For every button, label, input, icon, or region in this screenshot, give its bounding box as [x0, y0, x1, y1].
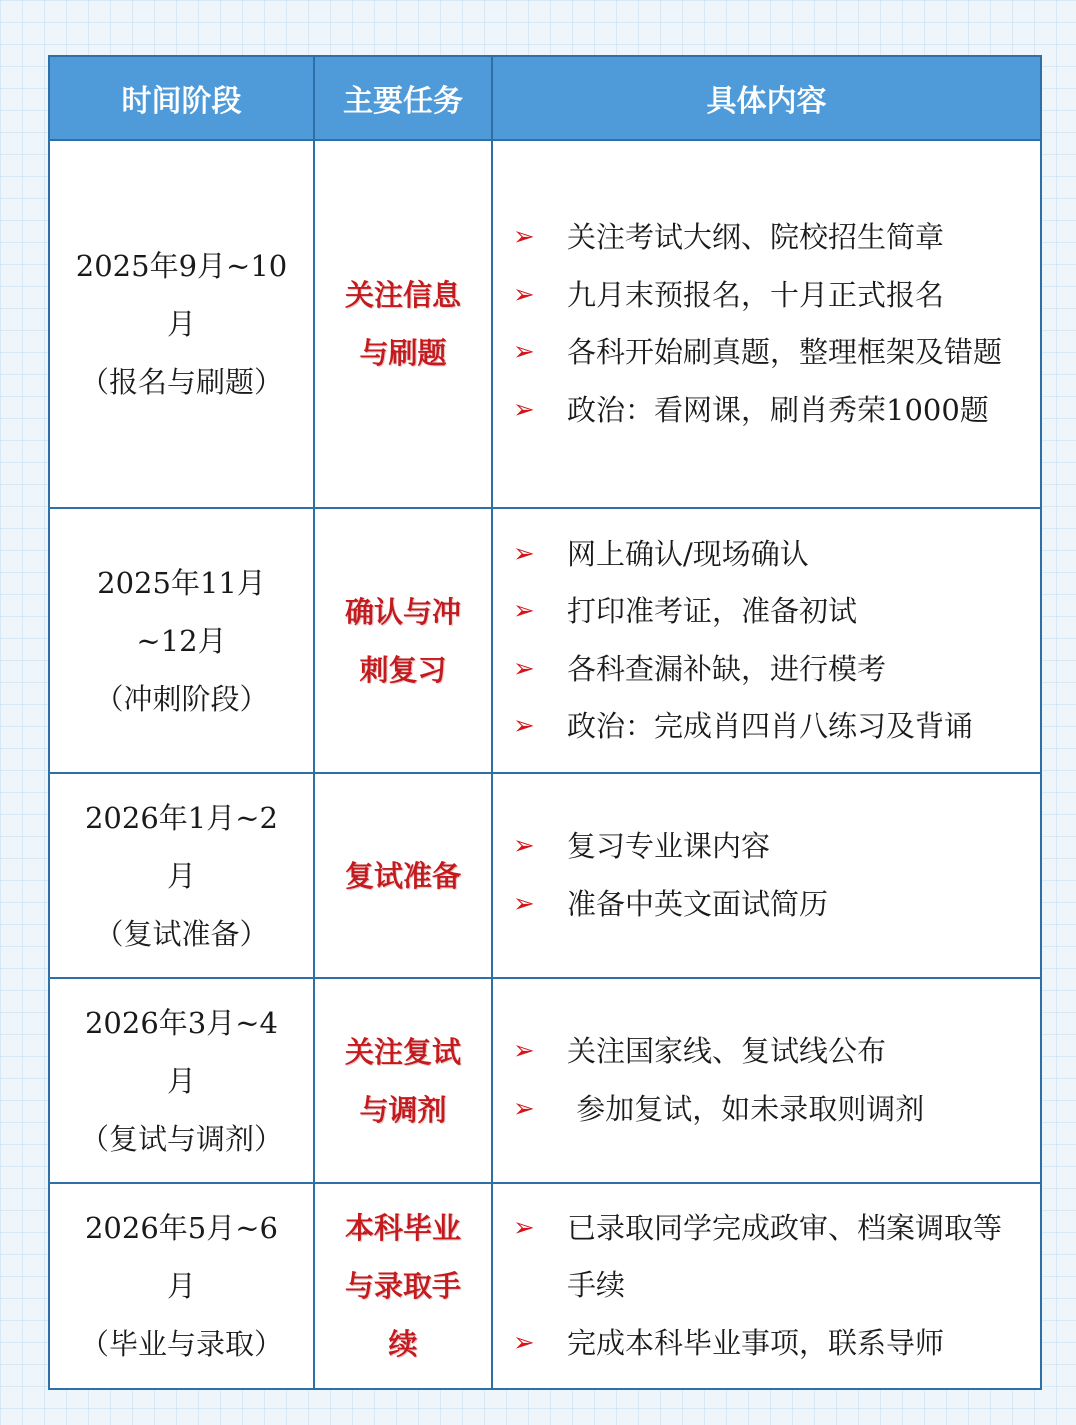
- period-cell: [49, 773, 314, 978]
- period-phase: （冲刺阶段）: [94, 681, 269, 716]
- details-cell: [492, 978, 1041, 1183]
- list-item: [513, 1023, 1016, 1081]
- list-item: [513, 526, 1016, 584]
- list-item: [513, 1315, 1016, 1373]
- list-item: [513, 818, 1016, 876]
- task-cell: [314, 773, 492, 978]
- period-phase: （复试与调剂）: [79, 1121, 283, 1156]
- list-item: [513, 641, 1016, 699]
- arrowhead-icon: ➢: [513, 337, 535, 367]
- period-line: ~12月: [136, 623, 227, 658]
- arrowhead-icon: ➢: [513, 653, 535, 684]
- item-text: 政治：完成肖四肖八练习及背诵: [567, 709, 974, 743]
- list-item: [513, 876, 1016, 934]
- arrowhead-icon: ➢: [513, 1093, 535, 1124]
- arrowhead-icon: ➢: [513, 711, 535, 741]
- item-text: 网上确认/现场确认: [567, 536, 809, 571]
- task-cell: [314, 508, 492, 773]
- details-cell: [492, 140, 1041, 508]
- arrowhead-icon: ➢: [513, 394, 535, 425]
- item-text: 参加复试，如未录取则调剂: [567, 1091, 925, 1126]
- table-row: [49, 140, 1041, 508]
- task-line: 刺复习: [359, 652, 447, 687]
- task-line: 复试准备: [344, 858, 461, 893]
- period-phase: （报名与刷题）: [79, 365, 283, 399]
- task-cell: [314, 140, 492, 508]
- table-header-row: [49, 56, 1041, 140]
- task-line: 续: [388, 1327, 418, 1361]
- item-text: 各科查漏补缺，进行模考: [567, 651, 887, 686]
- item-text: 政治：看网课，刷肖秀荣1000题: [567, 392, 989, 427]
- arrowhead-icon: ➢: [513, 596, 535, 626]
- period-phase: （毕业与录取）: [79, 1327, 283, 1361]
- header-details: 具体内容: [492, 56, 1041, 140]
- arrowhead-icon: ➢: [513, 1036, 535, 1066]
- item-text: 已录取同学完成政审、档案调取等手续: [567, 1210, 1003, 1303]
- period-cell: [49, 978, 314, 1183]
- period-line: 月: [166, 858, 196, 893]
- list-item: [513, 267, 1016, 325]
- arrowhead-icon: ➢: [513, 279, 535, 310]
- details-cell: [492, 773, 1041, 978]
- period-line: 2026年5月~6: [84, 1211, 278, 1245]
- period-line: 月: [166, 1063, 196, 1098]
- period-cell: [49, 140, 314, 508]
- task-line: 与刷题: [359, 336, 447, 370]
- list-item: [513, 698, 1016, 756]
- arrowhead-icon: ➢: [513, 888, 535, 919]
- task-cell: [314, 1183, 492, 1389]
- item-text: 复习专业课内容: [567, 829, 771, 863]
- task-line: 关注信息: [344, 278, 461, 312]
- period-line: 2026年1月~2: [84, 800, 278, 835]
- item-text: 各科开始刷真题，整理框架及错题: [567, 335, 1003, 369]
- details-cell: [492, 508, 1041, 773]
- list-item: [513, 324, 1016, 382]
- item-text: 准备中英文面试简历: [567, 886, 829, 921]
- list-item: [513, 1081, 1016, 1139]
- period-line: 2026年3月~4: [84, 1005, 278, 1040]
- arrowhead-icon: ➢: [513, 831, 535, 861]
- table-row: [49, 978, 1041, 1183]
- task-cell: [314, 978, 492, 1183]
- task-line: 本科毕业: [344, 1211, 461, 1245]
- arrowhead-icon: ➢: [513, 1327, 535, 1358]
- arrowhead-icon: ➢: [513, 538, 535, 569]
- task-line: 与录取手: [344, 1269, 461, 1303]
- list-item: [513, 382, 1016, 440]
- period-line: 2025年9月~10: [75, 249, 288, 283]
- table-row: [49, 508, 1041, 773]
- table-row: [49, 1183, 1041, 1389]
- task-line: 关注复试: [344, 1034, 461, 1069]
- list-item: [513, 583, 1016, 641]
- item-text: 九月末预报名，十月正式报名: [567, 277, 945, 312]
- item-text: 完成本科毕业事项，联系导师: [567, 1325, 945, 1360]
- item-text: 关注考试大纲、院校招生简章: [567, 220, 945, 254]
- period-line: 月: [166, 1269, 196, 1303]
- details-cell: [492, 1183, 1041, 1389]
- item-text: 打印准考证，准备初试: [567, 594, 858, 628]
- period-cell: [49, 1183, 314, 1389]
- arrowhead-icon: ➢: [513, 222, 535, 252]
- period-line: 月: [166, 307, 196, 341]
- period-line: 2025年11月: [97, 565, 266, 600]
- header-task: 主要任务: [314, 56, 492, 140]
- header-period: 时间阶段: [49, 56, 314, 140]
- task-line: 确认与冲: [344, 594, 461, 629]
- list-item: [513, 209, 1016, 267]
- period-phase: （复试准备）: [94, 916, 269, 951]
- schedule-table: [48, 55, 1042, 1390]
- item-text: 关注国家线、复试线公布: [567, 1034, 887, 1068]
- arrowhead-icon: ➢: [513, 1212, 535, 1243]
- table-row: [49, 773, 1041, 978]
- period-cell: [49, 508, 314, 773]
- list-item: [513, 1200, 1016, 1315]
- task-line: 与调剂: [359, 1092, 447, 1127]
